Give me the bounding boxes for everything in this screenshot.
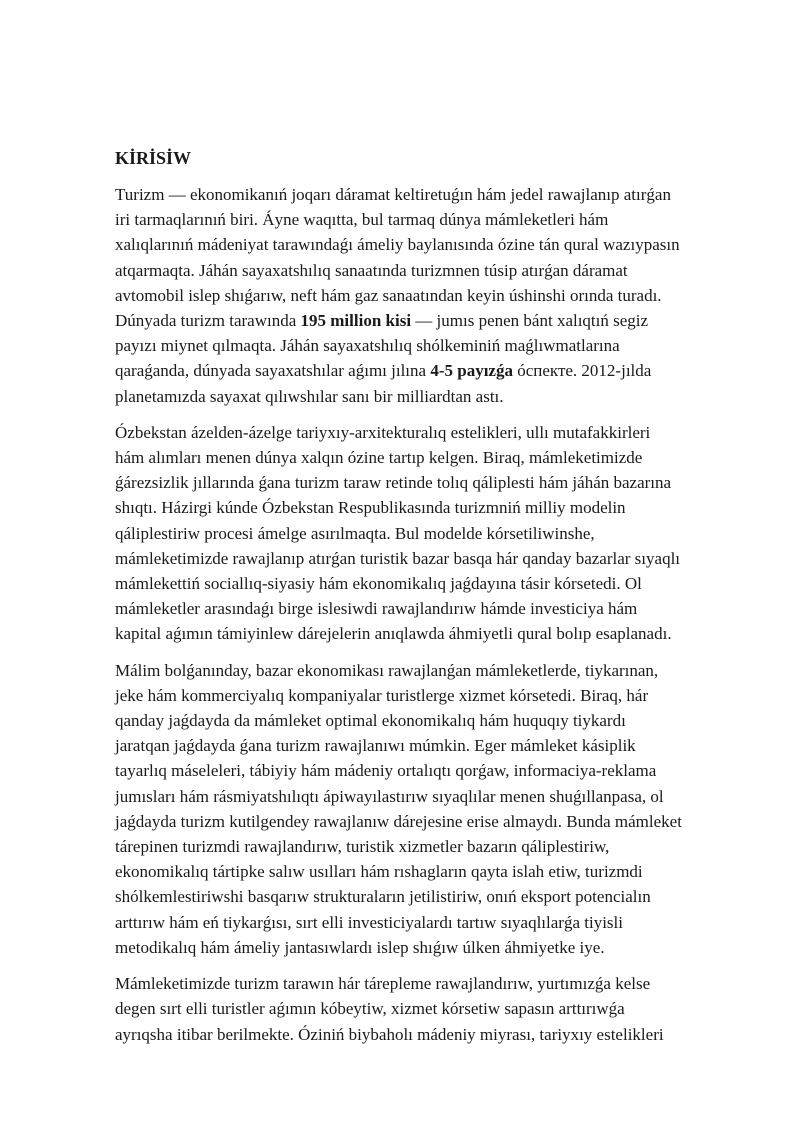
paragraph-line: atqarmaqta. Jáhán sayaxatshılıq sanaatında turizmnen túsip atırǵan dáramat: [115, 260, 628, 280]
paragraph-line: metodikalıq hám ámeliy jantasıwlardı islep shıǵıw úlken áhmiyetke iye.: [115, 937, 605, 957]
paragraph-line: qanday jaǵdayda da mámleket optimal ekonomikalıq hám huquqıy tiykardı: [115, 711, 626, 731]
paragraph-line: iri tarmaqlarınıń biri. Áyne waqıtta, bul tarmaq dúnya mámleketleri hám: [115, 210, 609, 230]
paragraph-line: Turizm — ekonomikanıń joqarı dáramat keltiretuǵın hám jedel rawajlanıp atırǵan: [115, 185, 671, 204]
paragraph-line: arttırıw hám eń tiykarǵısı, sırt elli investiciyalardı tartıw sıyaqlılarǵa tiyisli: [115, 912, 623, 932]
text-run: ócпекте. 2012-jılda: [512, 361, 652, 381]
paragraph-line: ǵárezsizlik jıllarında ǵana turizm taraw retinde tolıq qáliplesti hám jáhán bazarına: [115, 473, 672, 493]
section-heading: KİRİSİW: [115, 148, 192, 168]
paragraph-line: avtomobil islep shıǵarıw, neft hám gaz sanaatından keyin úshinshi orında turadı.: [115, 285, 662, 305]
paragraph-line: jeke hám kommerciyalıq kompaniyalar turistlerge xizmet kórsetedi. Biraq, hár: [115, 685, 649, 705]
paragraph-line: jaratqan jaǵdayda ǵana turizm rawajlanıwı múmkin. Eger mámleket kásiplik: [115, 736, 636, 756]
paragraph-line: mámleketler arasındaǵı birge islesiwdi rawajlandırıw hámde investiciya hám: [115, 599, 638, 619]
paragraph-line: shólkemlestiriwshi basqarıw strukturaların jetilistiriw, onıń eksport potencialın: [115, 887, 651, 907]
bold-figure-employment: 195 million kisi: [300, 311, 412, 331]
paragraph-line: kapital aǵımın támiyinlew dárejelerin anıqlawda áhmiyetli qural bolıp esaplanadı.: [115, 624, 672, 644]
paragraph-line: [115, 358, 745, 383]
paragraph-4: [115, 971, 745, 1047]
paragraph-line: Málim bolǵanınday, bazar ekonomikası rawajlanǵan mámleketlerde, tiykarınan,: [115, 660, 659, 680]
paragraph-line: [115, 308, 745, 333]
paragraph-line: mámleketimizde rawajlanıp atırǵan turistik bazar basqa hár qanday bazarlar sıyaqlı: [115, 548, 681, 568]
paragraph-line: mámlekettiń sociallıq-siyasiy hám ekonomikalıq jaǵdayına tásir kórsetedi. Ol: [115, 574, 642, 594]
paragraph-line: shıqtı. Házirgi kúnde Ózbekstan Respublikasında turizmniń milliy modelin: [115, 498, 626, 518]
text-run: — jumıs penen bánt xalıqtıń segiz: [411, 311, 649, 331]
paragraph-3: [115, 658, 745, 960]
paragraph-line: ekonomikalıq tártipke salıw usılları hám rıshagların qayta islah etiw, turizmdi: [115, 862, 643, 882]
text-run: Dúnyada turizm tarawında: [115, 311, 301, 331]
document-page: [115, 146, 745, 1058]
paragraph-line: jaǵdayda turizm kutilgendey rawajlanıw dárejesine erise almaydı. Bunda mámleket: [115, 811, 682, 831]
paragraph-1: [115, 182, 745, 409]
paragraph-line: degen sırt elli turistler aǵımın kóbeytiw, xizmet kórsetiw sapasın arttırıwǵa: [115, 999, 625, 1019]
paragraph-line: Ózbekstan ázelden-ázelge tariyxıy-arxitekturalıq estelikleri, ullı mutafakkirleri: [115, 422, 651, 442]
paragraph-line: hám alımları menen dúnya xalqın ózine tartıp kelgen. Biraq, mámleketimizde: [115, 448, 643, 468]
paragraph-line: xalıqlarınıń mádeniyat tarawındaǵı ámeliy baylanısında ózine tán qural wazıypasın: [115, 235, 680, 255]
paragraph-line: ayrıqsha itibar berilmekte. Óziniń biybaholı mádeniy miyrası, tariyxıy estelikleri: [115, 1024, 664, 1044]
text-run: qaraǵanda, dúnyada sayaxatshılar aǵımı jılına: [115, 361, 431, 381]
paragraph-line: tayarlıq máseleleri, tábiyiy hám mádeniy ortalıqtı qorǵaw, informaciya-reklama: [115, 761, 657, 781]
paragraph-line: jumısları hám rásmiyatshılıqtı ápiwayılastırıw sıyaqlılar menen shuǵıllanpasa, ol: [115, 786, 664, 806]
paragraph-2: [115, 420, 745, 647]
paragraph-line: tárepinen turizmdi rawajlandırıw, turistik xizmetler bazarın qáliplestiriw,: [115, 837, 610, 857]
paragraph-line: payızı miynet qılmaqta. Jáhán sayaxatshılıq shólkeminiń maǵlıwmatlarına: [115, 336, 620, 356]
paragraph-line: planetamızda sayaxat qılıwshılar sanı bir milliardtan astı.: [115, 386, 504, 406]
bold-figure-growth: 4-5 payızǵa: [430, 361, 513, 381]
paragraph-line: Mámleketimizde turizm tarawın hár tárepleme rawajlandırıw, yurtımızǵa kelse: [115, 974, 651, 994]
paragraph-line: qáliplestiriw procesi ámelge asırılmaqta. Bul modelde kórsetiliwinshe,: [115, 523, 595, 543]
